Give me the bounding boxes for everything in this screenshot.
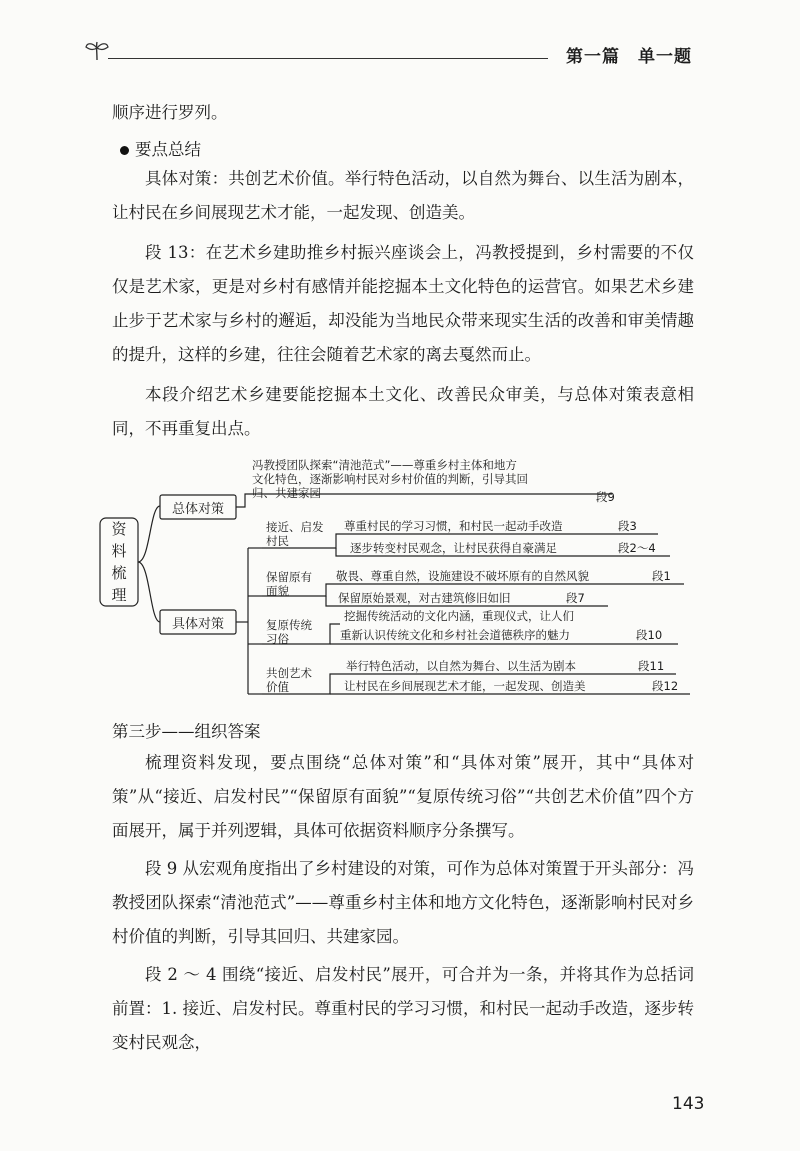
diagram-group-label-line: 接近、启发 <box>266 520 324 534</box>
diagram-overall-text <box>252 458 528 500</box>
diagram-group-label-line: 村民 <box>266 534 289 548</box>
bullet-heading-text: 要点总结 <box>135 140 201 159</box>
diagram-overall-line: 文化特色，逐渐影响村民对乡村价值的判断，引导其回 <box>252 472 528 486</box>
diagram-item-text: 保留原始景观，对古建筑修旧如旧 <box>338 591 511 605</box>
diagram-group-label-line: 共创艺术 <box>266 666 312 680</box>
diagram-group-label-line: 保留原有 <box>266 570 312 584</box>
page-number: 143 <box>672 1094 705 1114</box>
diagram-group-label <box>266 570 312 598</box>
diagram-group-label <box>266 520 324 548</box>
diagram-overall-ref: 段9 <box>596 490 615 504</box>
diagram-item-ref: 段11 <box>638 659 665 673</box>
diagram-item-text: 举行特色活动，以自然为舞台、以生活为剧本 <box>346 659 576 673</box>
diagram-overall-line: 归、共建家园 <box>252 486 321 500</box>
diagram-root-char: 料 <box>111 542 127 560</box>
diagram-overall-label: 总体对策 <box>172 502 225 517</box>
diagram-item-ref: 段7 <box>566 591 585 605</box>
diagram-group-label-line: 习俗 <box>266 632 289 646</box>
diagram-group-label-line: 面貌 <box>266 584 289 598</box>
diagram-item-ref: 段1 <box>652 569 671 583</box>
diagram-item-text: 敬畏、尊重自然，设施建设不破坏原有的自然风貌 <box>336 569 589 583</box>
diagram-item-ref: 段3 <box>618 519 637 533</box>
paragraph-3: 段 13：在艺术乡建助推乡村振兴座谈会上，冯教授提到，乡村需要的不仅仅是艺术家，更是对乡村有感情并能挖掘本土文化特色的运营官。如果艺术乡建止步于艺术家与乡村的邂逅，却没能为当地民众带来现实生活的改善和审美情趣的提升，这样的乡建，往往会随着艺术家的离去戛然而止。 <box>112 243 694 364</box>
diagram-group-label <box>266 666 312 694</box>
diagram-item-text: 让村民在乡间展现艺术才能，一起发现、创造美 <box>344 679 586 693</box>
paragraph-2: 具体对策：共创艺术价值。举行特色活动，以自然为舞台、以生活为剧本，让村民在乡间展现艺术才能，一起发现、创造美。 <box>112 169 694 222</box>
diagram-root <box>108 518 130 606</box>
diagram-item-ref: 段10 <box>636 628 663 642</box>
diagram-item-text: 尊重村民的学习习惯，和村民一起动手改造 <box>344 519 563 533</box>
diagram-item-text: 逐步转变村民观念，让村民获得自豪满足 <box>350 541 557 555</box>
paragraph-5: 梳理资料发现，要点围绕“总体对策”和“具体对策”展开，其中“具体对策”从“接近、启发村民”“保留原有面貌”“复原传统习俗”“共创艺术价值”四个方面展开，属于并列逻辑，具体可依据资料顺序分条撰写。 <box>112 753 694 840</box>
header-title: 第一篇 单一题 <box>566 47 692 67</box>
diagram-root-char: 理 <box>111 586 127 604</box>
paragraph-6: 段 9 从宏观角度指出了乡村建设的对策，可作为总体对策置于开头部分：冯教授团队探索“清池范式”——尊重乡村主体和地方文化特色，逐渐影响村民对乡村价值的判断，引导其回归、共建家园。 <box>112 859 694 946</box>
diagram-specific-label: 具体对策 <box>172 617 225 632</box>
diagram-group-label <box>266 618 312 646</box>
paragraph-4: 本段介绍艺术乡建要能挖掘本土文化、改善民众审美，与总体对策表意相同，不再重复出点。 <box>112 385 694 438</box>
diagram-item-text: 重新认识传统文化和乡村社会道德秩序的魅力 <box>340 628 570 642</box>
diagram-group-label-line: 复原传统 <box>266 618 312 632</box>
paragraph-7: 段 2 ～ 4 围绕“接近、启发村民”展开，可合并为一条，并将其作为总括词前置：1. 接近、启发村民。尊重村民的学习习惯，和村民一起动手改造，逐步转变村民观念， <box>112 965 694 1052</box>
diagram-item-ref: 段2～4 <box>618 541 656 555</box>
step-heading: 第三步——组织答案 <box>112 722 261 741</box>
diagram-item-text: 挖掘传统活动的文化内涵，重现仪式，让人们 <box>344 609 574 623</box>
diagram-group-label-line: 价值 <box>266 680 289 694</box>
paragraph-1: 顺序进行罗列。 <box>112 103 228 122</box>
diagram-item-ref: 段12 <box>652 679 679 693</box>
diagram-root-char: 梳 <box>111 564 127 582</box>
diagram-root-char: 资 <box>111 520 127 538</box>
diagram-overall-line: 冯教授团队探索“清池范式”——尊重乡村主体和地方 <box>252 458 517 472</box>
